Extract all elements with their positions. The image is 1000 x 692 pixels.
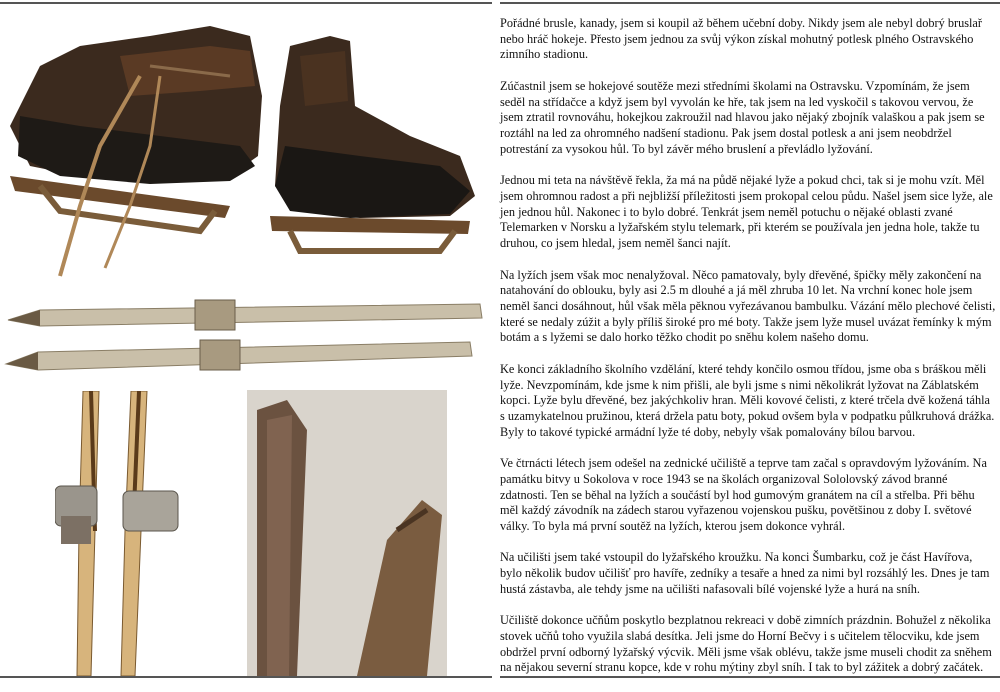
ski-bindings-photo [55, 391, 185, 676]
article-paragraph: Jednou mi teta na návštěvě řekla, ža má na půdě nějaké lyže a pokud chci, tak si je mohu vzít. Měl jsem ohromnou radost a při nejbližší příležitosti jsem prokopal celou půdu. Našel jsem sice lyže, ale jen jednou hůl. Nakonec i to bylo dobré. Tenkrát jsem neměl potuchu o nějaké oblasti zvané Telemarken v Norsku a lyžařském stylu telemark, při kterém se používala jen jedna hole, takže tu druhou, co jsem hledal, jsem neměl šanci najít. [500, 173, 993, 251]
article-paragraph: Ke konci základního školního vzdělání, které tehdy končilo osmou třídou, jsme oba s bráškou měli lyže. Nevzpomínám, kde jsme k nim přišli, ale byli jsme s nimi několikrát lyžovat na Záblatském kopci. Lyže bylu dřevěné, bez jakýchkoliv hran. Měli kovové čelisti, z které trčela dvě kožená táhla s uzamykatelnou pružinou, která držela patu boty, pokud ovšem byla v podpatku půlkruhová drážka. Byly to takové typické armádní lyže té doby, nebyly však pomalovány bílou barvou. [500, 361, 995, 439]
article-paragraph: Na lyžích jsem však moc nenalyžoval. Něco pamatovaly, byly dřevěné, špičky měly zakončení na natahování do oblouku, byly asi 2.5 m dlouhé a já měl zhruba 10 let. Na vrchní konec hole jsem neměl šanci dosáhnout, hůl však měla pěknou vyřezávanou bambulku. Vázání mělo plechové čelisti, které se nedaly zúžit a byly příliš široké pro mé boty. Takže jsem lyže musel uvázat řemínky k mým botám a s lyžemi se dalo horko těžko chodit po sněhu kolem našeho domu. [500, 267, 996, 345]
photo-column [0, 6, 495, 674]
wooden-skis-photo [0, 294, 495, 384]
article-paragraph: Učiliště dokonce učňům poskytlo bezplatnou rekreaci v době zimních prázdnin. Bohužel z několika stovek učňů toho využila slabá desítka. Jeli jsme do Horní Bečvy i s učitelem tělocviku, kde jsem obdržel první odborný lyžařský výcvik. Měli jsme však oblévu, takže jsme museli chodit za sněhem na nějakou severní stranu kopce, kde v rohu mýtiny zbyl sníh. I tak to byl zážitek a dobrý začátek. [500, 613, 992, 675]
article-paragraph: Ve čtrnácti létech jsem odešel na zednické učiliště a teprve tam začal s opravdovým lyžováním. Na památku bitvy u Sokolova v roce 1943 se na školách organizoval Sololovský závod branné zdatnosti. Ten se běhal na lyžích a součástí byl hod gumovým granátem na cíl a střelba. Při běhu měl každý závodník na zádech starou vyřazenou vojenskou pušku, povětšinou z doby I. světové války. To byla má první soutěž na lyžích, kterou jsem dokonce vyhrál. [500, 456, 987, 533]
article-paragraph: Zúčastnil jsem se hokejové soutěže mezi středními školami na Ostravsku. Vzpomínám, že jsem seděl na střídačce a když jsem byl vyvolán ke hře, tak jsem na led vyskočil s takovou vervou, že jsem ztratil rovnováhu, hokejkou zakroužil nad hlavou jako nějaký zbojník valaškou a pak jsem se roztáhl na led za ohromného nadšení stadionu. Pak jsem dostal potlesk a ani jsem neobdržel potrestání za vysokou hůl. To byl závěr mého bruslení a převládlo lyžování. [500, 78, 985, 156]
article-paragraph: Pořádné brusle, kanady, jsem si koupil až během učební doby. Nikdy jsem ale nebyl dobrý bruslař nebo hráč hokeje. Přesto jsem jednou za svůj výkon získal mohutný potlesk plného Ostravského zimního stadionu. [500, 16, 982, 62]
article-text [500, 16, 996, 692]
hockey-skates-photo [0, 6, 495, 291]
top-rule-left [0, 2, 492, 4]
top-rule-right [500, 2, 1000, 4]
article-paragraph: Na učilišti jsem také vstoupil do lyžařského kroužku. Na konci Šumbarku, což je část Havířova, bylo několik budov učilišť pro havíře, zedníky a tesaře a hned za nimi byl rozsáhlý les. Dnes je tam hustá zástavba, ale tehdy jsme na učilišti nafasovali bílé vojenské lyže a hurá na sníh. [500, 550, 990, 596]
bottom-rule-left [0, 676, 492, 678]
curved-ski-tips-photo [247, 390, 447, 676]
